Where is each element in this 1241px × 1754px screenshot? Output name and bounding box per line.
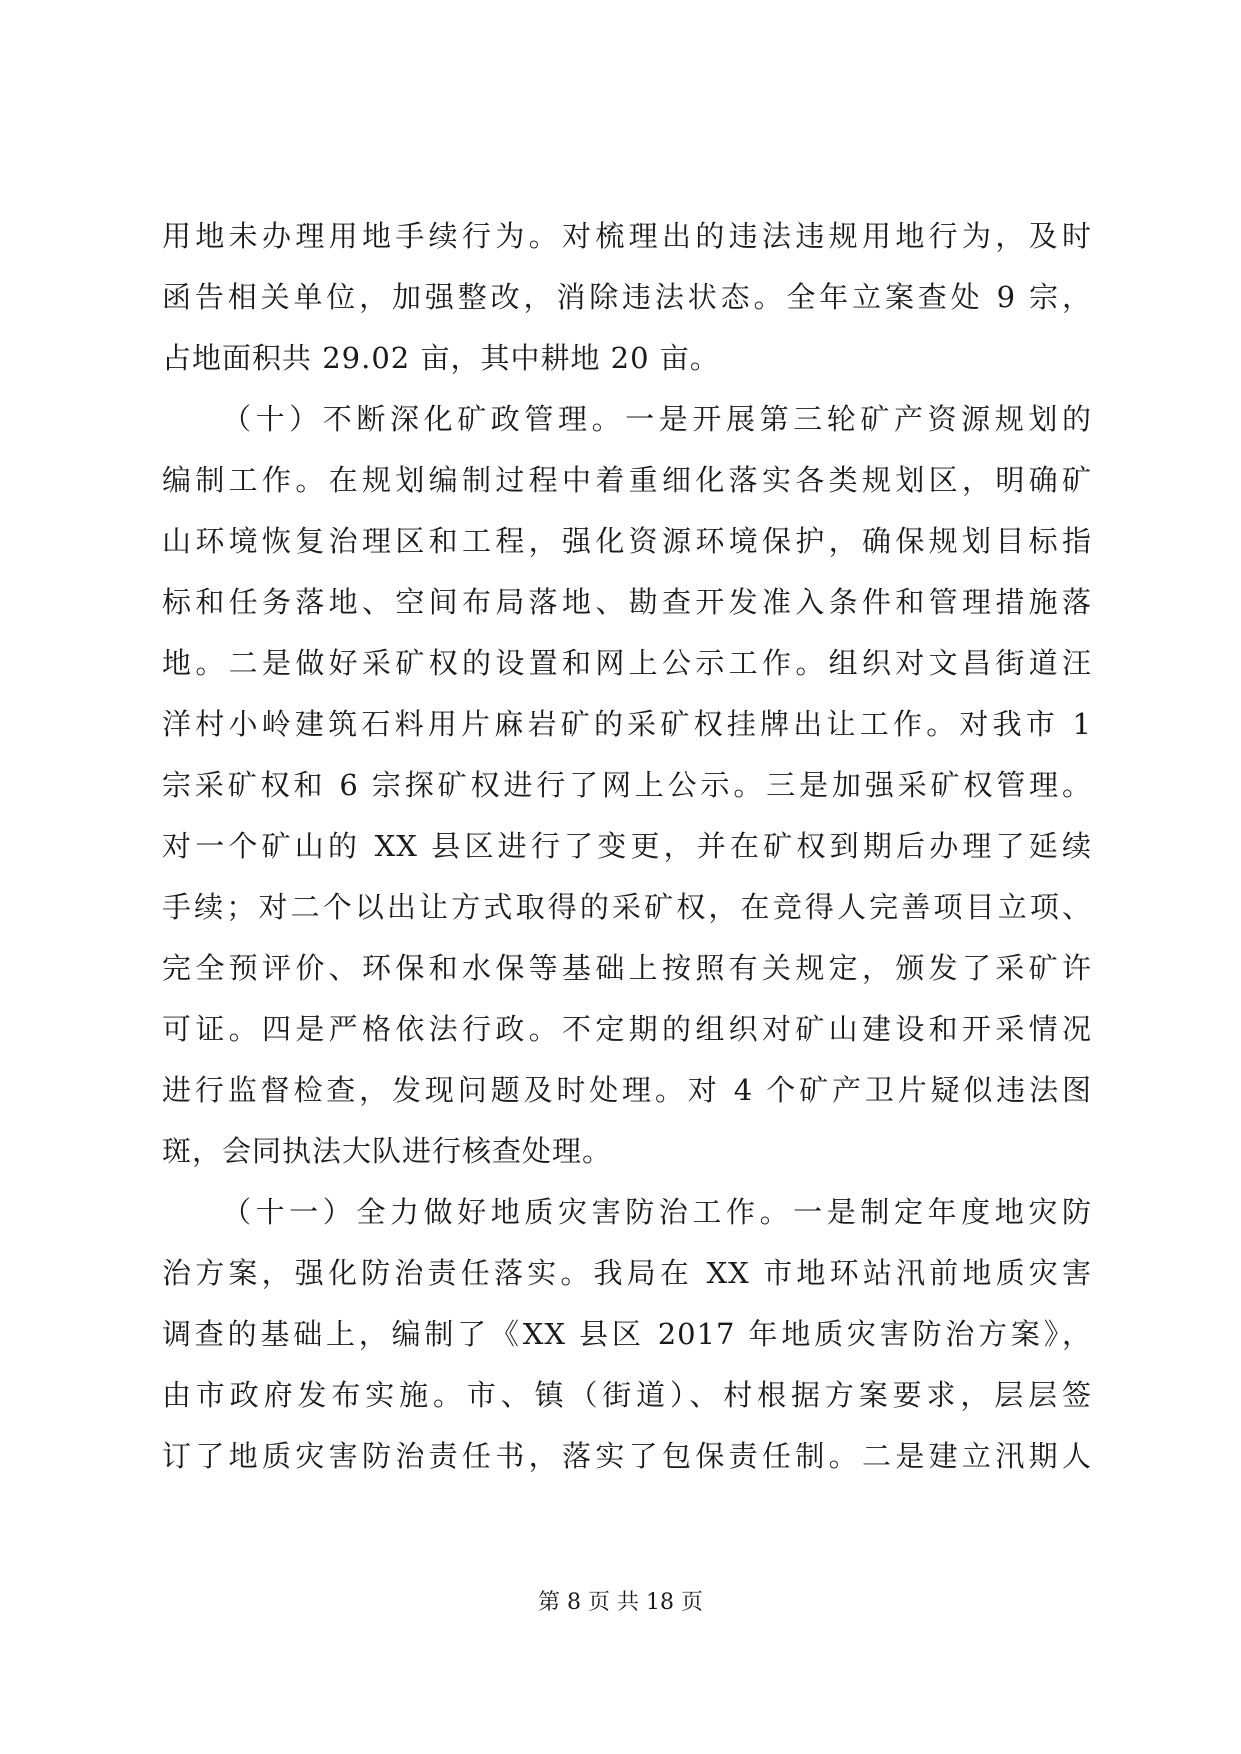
body-text-line: 订了地质灾害防治责任书，落实了包保责任制。二是建立汛期人 [162, 1439, 1092, 1473]
body-text-line: 调查的基础上，编制了《XX 县区 2017 年地质灾害防治方案》， [162, 1317, 1092, 1351]
body-text-line: 洋村小岭建筑石料用片麻岩矿的采矿权挂牌出让工作。对我市 1 [162, 707, 1092, 741]
body-text-line: 进行监督检查，发现问题及时处理。对 4 个矿产卫片疑似违法图 [162, 1073, 1092, 1107]
body-text-line: 地。二是做好采矿权的设置和网上公示工作。组织对文昌街道汪 [162, 646, 1092, 680]
body-text-line: 标和任务落地、空间布局落地、勘查开发准入条件和管理措施落 [162, 585, 1092, 619]
body-text-line: 用地未办理用地手续行为。对梳理出的违法违规用地行为，及时 [162, 219, 1092, 253]
body-text-line: 山环境恢复治理区和工程，强化资源环境保护，确保规划目标指 [162, 524, 1092, 558]
body-text-line: 手续；对二个以出让方式取得的采矿权，在竞得人完善项目立项、 [162, 890, 1092, 924]
page-number-footer: 第 8 页 共 18 页 [538, 1590, 703, 1615]
body-text-line: 占地面积共 29.02 亩，其中耕地 20 亩。 [162, 341, 720, 375]
body-text-line: 宗采矿权和 6 宗探矿权进行了网上公示。三是加强采矿权管理。 [162, 768, 1092, 802]
section-heading-line: （十一）全力做好地质灾害防治工作。一是制定年度地灾防 [222, 1195, 1092, 1229]
section-heading-line: （十）不断深化矿政管理。一是开展第三轮矿产资源规划的 [222, 402, 1092, 436]
body-text-line: 斑，会同执法大队进行核查处理。 [162, 1134, 613, 1168]
body-text-line: 编制工作。在规划编制过程中着重细化落实各类规划区，明确矿 [162, 463, 1092, 497]
body-text-line: 治方案，强化防治责任落实。我局在 XX 市地环站汛前地质灾害 [162, 1256, 1092, 1290]
body-text-line: 完全预评价、环保和水保等基础上按照有关规定，颁发了采矿许 [162, 951, 1092, 985]
body-text-line: 由市政府发布实施。市、镇（街道）、村根据方案要求，层层签 [162, 1378, 1092, 1412]
body-text-line: 函告相关单位，加强整改，消除违法状态。全年立案查处 9 宗， [162, 280, 1092, 314]
body-text-line: 对一个矿山的 XX 县区进行了变更，并在矿权到期后办理了延续 [162, 829, 1092, 863]
body-text-line: 可证。四是严格依法行政。不定期的组织对矿山建设和开采情况 [162, 1012, 1092, 1046]
